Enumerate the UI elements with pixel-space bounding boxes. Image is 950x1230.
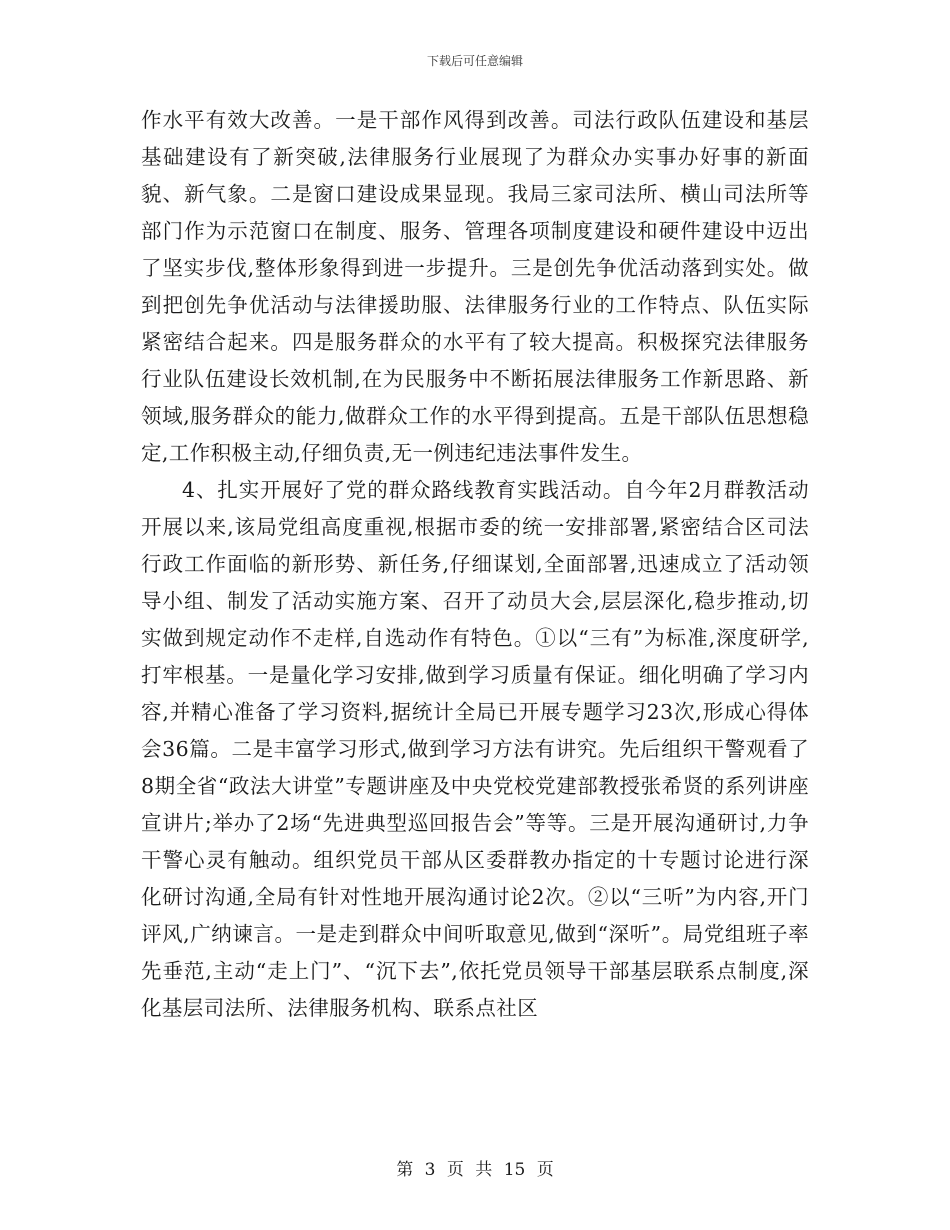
page-number-footer: 第 3 页 共 15 页 <box>396 1160 554 1180</box>
page-header-note: 下载后可任意编辑 <box>426 54 523 68</box>
paragraph-2: 4、扎实开展好了党的群众路线教育实践活动。自今年2月群教活动开展以来,该局党组高度重视,根据市委的统一安排部署,紧密结合区司法行政工作面临的新形势、新任务,仔细谋划,全面部署,迅速成立了活动领导小组、制发了活动实施方案、召开了动员大会,层层深化,稳步推动,切实做到规定动作不走样,自选动作有特色。①以“三有”为标准,深度研学,打牢根基。一是量化学习安排,做到学习质量有保证。细化明确了学习内容,并精心准备了学习资料,据统计全局已开展专题学习23次,形成心得体会36篇。二是丰富学习形式,做到学习方法有讲究。先后组织干警观看了8期全省“政法大讲堂”专题讲座及中央党校党建部教授张希贤的系列讲座宣讲片;举办了2场“先进典型巡回报告会”等等。三是开展沟通研讨,力争干警心灵有触动。组织党员干部从区委群教办指定的十专题讨论进行深化研讨沟通,全局有针对性地开展沟通讨论2次。②以“三听”为内容,开门评风,广纳谏言。一是走到群众中间听取意见,做到“深听”。局党组班子率先垂范,主动“走上门”、“沉下去”,依托党员领导干部基层联系点制度,深化基层司法所、法律服务机构、联系点社区 <box>141 478 809 1020</box>
document-body <box>141 102 809 1027</box>
paragraph-1: 作水平有效大改善。一是干部作风得到改善。司法行政队伍建设和基层基础建设有了新突破,法律服务行业展现了为群众办实事办好事的新面貌、新气象。二是窗口建设成果显现。我局三家司法所、横山司法所等部门作为示范窗口在制度、服务、管理各项制度建设和硬件建设中迈出了坚实步伐,整体形象得到进一步提升。三是创先争优活动落到实处。做到把创先争优活动与法律援助服、法律服务行业的工作特点、队伍实际紧密结合起来。四是服务群众的水平有了较大提高。积极探究法律服务行业队伍建设长效机制,在为民服务中不断拓展法律服务工作新思路、新领域,服务群众的能力,做群众工作的水平得到提高。五是干部队伍思想稳定,工作积极主动,仔细负责,无一例违纪违法事件发生。 <box>141 108 809 465</box>
